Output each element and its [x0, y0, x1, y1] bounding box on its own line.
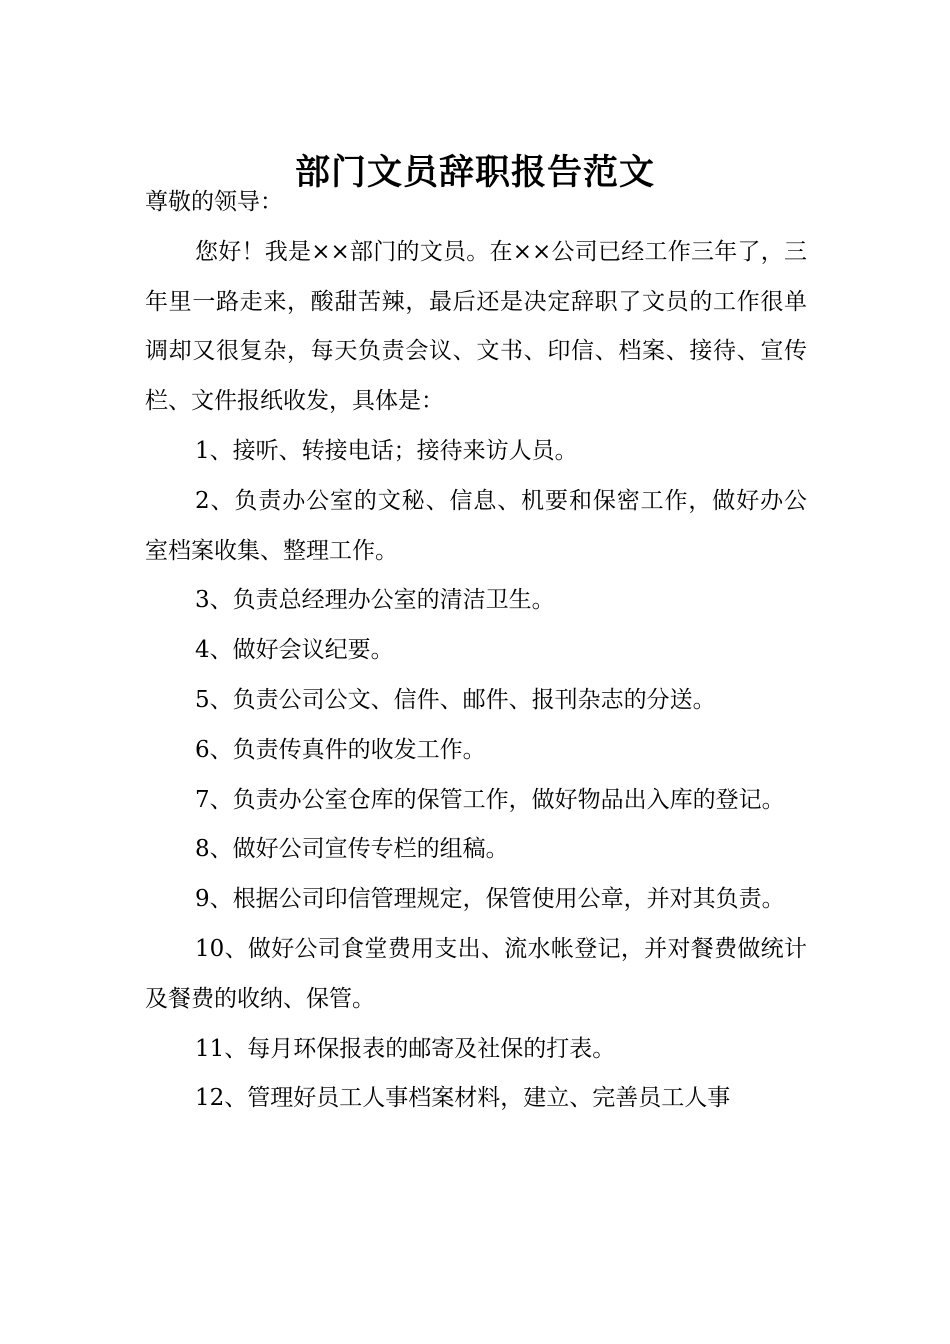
- greeting-line: 尊敬的领导：: [145, 189, 283, 215]
- list-item-7: 7、负责办公室仓库的保管工作，做好物品出入库的登记。: [195, 786, 785, 813]
- document-title: 部门文员辞职报告范文: [294, 153, 655, 194]
- list-item-2: 2、负责办公室的文秘、信息、机要和保密工作，做好办公室档案收集、整理工作。: [145, 487, 807, 564]
- list-item-3: 3、负责总经理办公室的清洁卫生。: [195, 587, 555, 614]
- list-item-1: 1、接听、转接电话；接待来访人员。: [195, 437, 578, 464]
- list-item-5: 5、负责公司公文、信件、邮件、报刊杂志的分送。: [195, 686, 716, 713]
- intro-paragraph: 您好！我是××部门的文员。在××公司已经工作三年了，三年里一路走来，酸甜苦辣，最后还是决定辞职了文员的工作很单调却又很复杂，每天负责会议、文书、印信、档案、接待、宣传栏、文件报纸收发，具体是：: [145, 238, 807, 415]
- list-item-12: 12、管理好员工人事档案材料，建立、完善员工人事: [195, 1085, 731, 1112]
- list-item-8: 8、做好公司宣传专栏的组稿。: [195, 836, 509, 863]
- list-item-10: 10、做好公司食堂费用支出、流水帐登记，并对餐费做统计及餐费的收纳、保管。: [145, 935, 807, 1012]
- list-item-6: 6、负责传真件的收发工作。: [195, 736, 486, 763]
- list-item-11: 11、每月环保报表的邮寄及社保的打表。: [195, 1035, 616, 1062]
- document-body: [145, 178, 807, 1124]
- list-item-4: 4、做好会议纪要。: [195, 637, 394, 664]
- list-item-9: 9、根据公司印信管理规定，保管使用公章，并对其负责。: [195, 886, 785, 913]
